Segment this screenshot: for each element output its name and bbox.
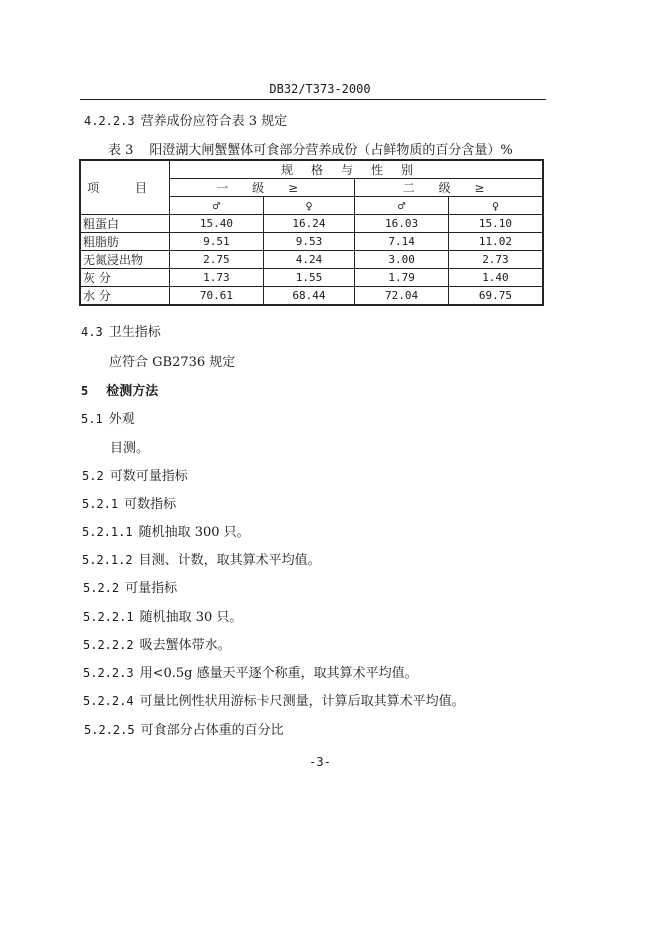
- table-cell: 1.55: [263, 269, 355, 287]
- row-label: 粗脂肪: [80, 233, 170, 251]
- table-cell: 9.51: [170, 233, 264, 251]
- section-text: 目测、计数，取其算术平均值。: [138, 553, 321, 568]
- section-number: 5.2.1: [82, 497, 119, 511]
- section-number: 4.3: [81, 325, 103, 339]
- section-5-2-2-3: [83, 662, 418, 681]
- table-cell: 69.75: [448, 287, 543, 306]
- table-cell: 1.73: [170, 269, 264, 287]
- section-text: 营养成份应符合表 3 规定: [140, 114, 288, 129]
- section-5-1: [81, 408, 135, 427]
- section-number: 5.2.2.1: [83, 610, 134, 624]
- section-number: 5.2.1.1: [82, 525, 133, 539]
- table-cell: 15.40: [170, 215, 264, 233]
- section-number: 5.2: [82, 469, 104, 483]
- standard-code: DB32/T373-2000: [269, 82, 371, 96]
- spec-sex-header: 规格与性别: [170, 160, 543, 179]
- table-row: [80, 269, 543, 287]
- page-number: -3-: [309, 755, 331, 769]
- paragraph: [110, 437, 149, 456]
- section-5-2-2: [83, 577, 177, 596]
- table-cell: 1.40: [448, 269, 543, 287]
- row-label: 无氮浸出物: [80, 251, 170, 269]
- section-text: 可数指标: [124, 497, 177, 512]
- section-4-2-2-3: [84, 110, 287, 129]
- section-number: 5.2.2.5: [84, 723, 135, 737]
- table-cell: 3.00: [355, 251, 449, 269]
- section-text: 随机抽取 30 只。: [139, 610, 243, 625]
- grade-2-header: 二 级 ≥: [355, 179, 543, 197]
- table-cell: 68.44: [263, 287, 355, 306]
- paragraph: [109, 351, 235, 370]
- section-text: 检测方法: [106, 384, 159, 399]
- section-text: 卫生指标: [108, 325, 161, 340]
- item-header: 项 目: [80, 160, 170, 215]
- section-5-2-1: [82, 493, 176, 512]
- table-cell: 4.24: [263, 251, 355, 269]
- table-cell: 1.79: [355, 269, 449, 287]
- section-text: 随机抽取 300 只。: [138, 525, 250, 540]
- table-cell: 7.14: [355, 233, 449, 251]
- table-cell: 70.61: [170, 287, 264, 306]
- table-header-row: [80, 160, 543, 179]
- section-text: 可食部分占体重的百分比: [140, 723, 284, 738]
- table-caption-text: 阳澄湖大闸蟹蟹体可食部分营养成份（占鲜物质的百分含量）%: [149, 143, 513, 158]
- section-5-2-2-1: [83, 606, 242, 625]
- section-5-2-1-1: [82, 521, 250, 540]
- section-5: [81, 380, 158, 399]
- male-symbol: ♂: [170, 197, 264, 215]
- row-label: 灰 分: [80, 269, 170, 287]
- male-symbol: ♂: [355, 197, 449, 215]
- table-cell: 2.75: [170, 251, 264, 269]
- paragraph-text: 应符合 GB2736 规定: [109, 355, 236, 370]
- section-number: 5.1: [81, 412, 103, 426]
- section-number: 5.2.2.2: [83, 638, 134, 652]
- section-number: 5.2.2.4: [83, 694, 134, 708]
- female-symbol: ♀: [263, 197, 355, 215]
- female-symbol: ♀: [448, 197, 543, 215]
- section-text: 可数可量指标: [109, 469, 188, 484]
- section-text: 吸去蟹体带水。: [139, 638, 231, 653]
- table-cell: 11.02: [448, 233, 543, 251]
- table-cell: 15.10: [448, 215, 543, 233]
- section-number: 5.2.1.2: [82, 553, 133, 567]
- paragraph-text: 目测。: [110, 441, 150, 456]
- section-5-2-1-2: [82, 549, 321, 568]
- nutrition-table: [79, 159, 544, 306]
- section-text: 用<0.5g 感量天平逐个称重，取其算术平均值。: [139, 666, 418, 681]
- table-caption: [108, 139, 513, 158]
- table-cell: 72.04: [355, 287, 449, 306]
- section-text: 可量比例性状用游标卡尺测量，计算后取其算术平均值。: [139, 694, 465, 709]
- table-cell: 9.53: [263, 233, 355, 251]
- row-label: 粗蛋白: [80, 215, 170, 233]
- row-label: 水 分: [80, 287, 170, 306]
- section-number: 4.2.2.3: [84, 114, 135, 128]
- table-row: [80, 215, 543, 233]
- section-text: 外观: [108, 412, 135, 427]
- section-5-2-2-4: [83, 690, 465, 709]
- section-5-2-2-2: [83, 634, 231, 653]
- table-row: [80, 251, 543, 269]
- section-5-2: [82, 465, 188, 484]
- table-row: [80, 287, 543, 306]
- table-cell: 2.73: [448, 251, 543, 269]
- section-number: 5.2.2: [83, 581, 120, 595]
- table-caption-label: 表 3: [108, 143, 134, 158]
- table-row: [80, 233, 543, 251]
- table-cell: 16.03: [355, 215, 449, 233]
- grade-1-header: 一 级 ≥: [170, 179, 355, 197]
- section-text: 可量指标: [125, 581, 178, 596]
- table-cell: 16.24: [263, 215, 355, 233]
- header-rule: [80, 99, 546, 100]
- section-number: 5: [81, 384, 89, 398]
- section-number: 5.2.2.3: [83, 666, 134, 680]
- section-4-3: [81, 321, 161, 340]
- section-5-2-2-5: [84, 719, 284, 738]
